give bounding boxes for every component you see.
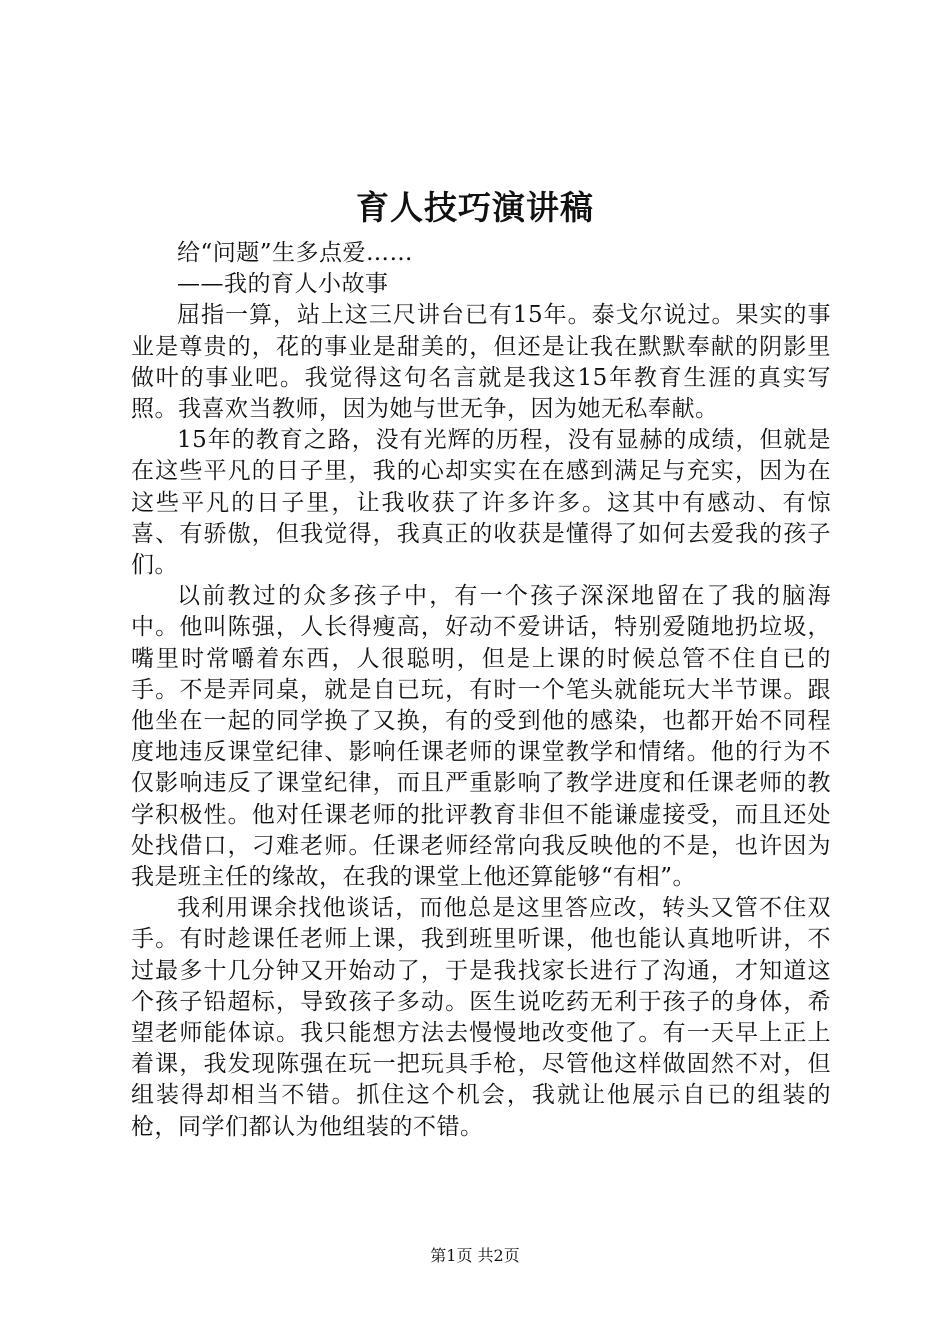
paragraph-2: 15年的教育之路，没有光辉的历程，没有显赫的成绩，但就是在这些平凡的日子里，我的心却实实在在感到满足与充实，因为在这些平凡的日子里，让我收获了许多许多。这其中有感动、有惊喜、有骄傲，但我觉得，我真正的收获是懂得了如何去爱我的孩子们。 — [131, 427, 831, 579]
document-title: 育人技巧演讲稿 — [356, 188, 594, 227]
page-number: 第1页 共2页 — [430, 1246, 520, 1265]
paragraph-1: 屈指一算，站上这三尺讲台已有15年。泰戈尔说过。果实的事业是尊贵的，花的事业是甜美的，但还是让我在默默奉献的阴影里做叶的事业吧。我觉得这句名言就是我这15年教育生涯的真实写照。我喜欢当教师，因为她与世无争，因为她无私奉献。 — [131, 302, 831, 423]
paragraph-4: 我利用课余找他谈话，而他总是这里答应改，转头又管不住双手。有时趁课任老师上课，我到班里听课，他也能认真地听讲，不过最多十几分钟又开始动了，于是我找家长进行了沟通，才知道这个孩子铅超标，导致孩子多动。医生说吃药无利于孩子的身体，希望老师能体谅。我只能想方法去慢慢地改变他了。有一天早上正上着课，我发现陈强在玩一把玩具手枪，尽管他这样做固然不对，但组装得却相当不错。抓住这个机会，我就让他展示自已的组装的枪，同学们都认为他组装的不错。 — [131, 895, 831, 1140]
document-body — [131, 238, 831, 1143]
paragraph-3: 以前教过的众多孩子中，有一个孩子深深地留在了我的脑海中。他叫陈强，人长得瘦高，好动不爱讲话，特别爱随地扔垃圾，嘴里时常嚼着东西，人很聪明，但是上课的时候总管不住自已的手。不是弄同桌，就是自已玩，有时一个笔头就能玩大半节课。跟他坐在一起的同学换了又换，有的受到他的感染，也都开始不同程度地违反课堂纪律、影响任课老师的课堂教学和情绪。他的行为不仅影响违反了课堂纪律，而且严重影响了教学进度和任课老师的教学积极性。他对任课老师的批评教育非但不能谦虚接受，而且还处处找借口，刁难老师。任课老师经常向我反映他的不是，也许因为我是班主任的缘故，在我的课堂上他还算能够“有相”。 — [131, 583, 831, 891]
paragraph-story-heading: ——我的育人小故事 — [177, 271, 389, 298]
paragraph-subtitle: 给“问题”生多点爱…… — [177, 240, 414, 266]
